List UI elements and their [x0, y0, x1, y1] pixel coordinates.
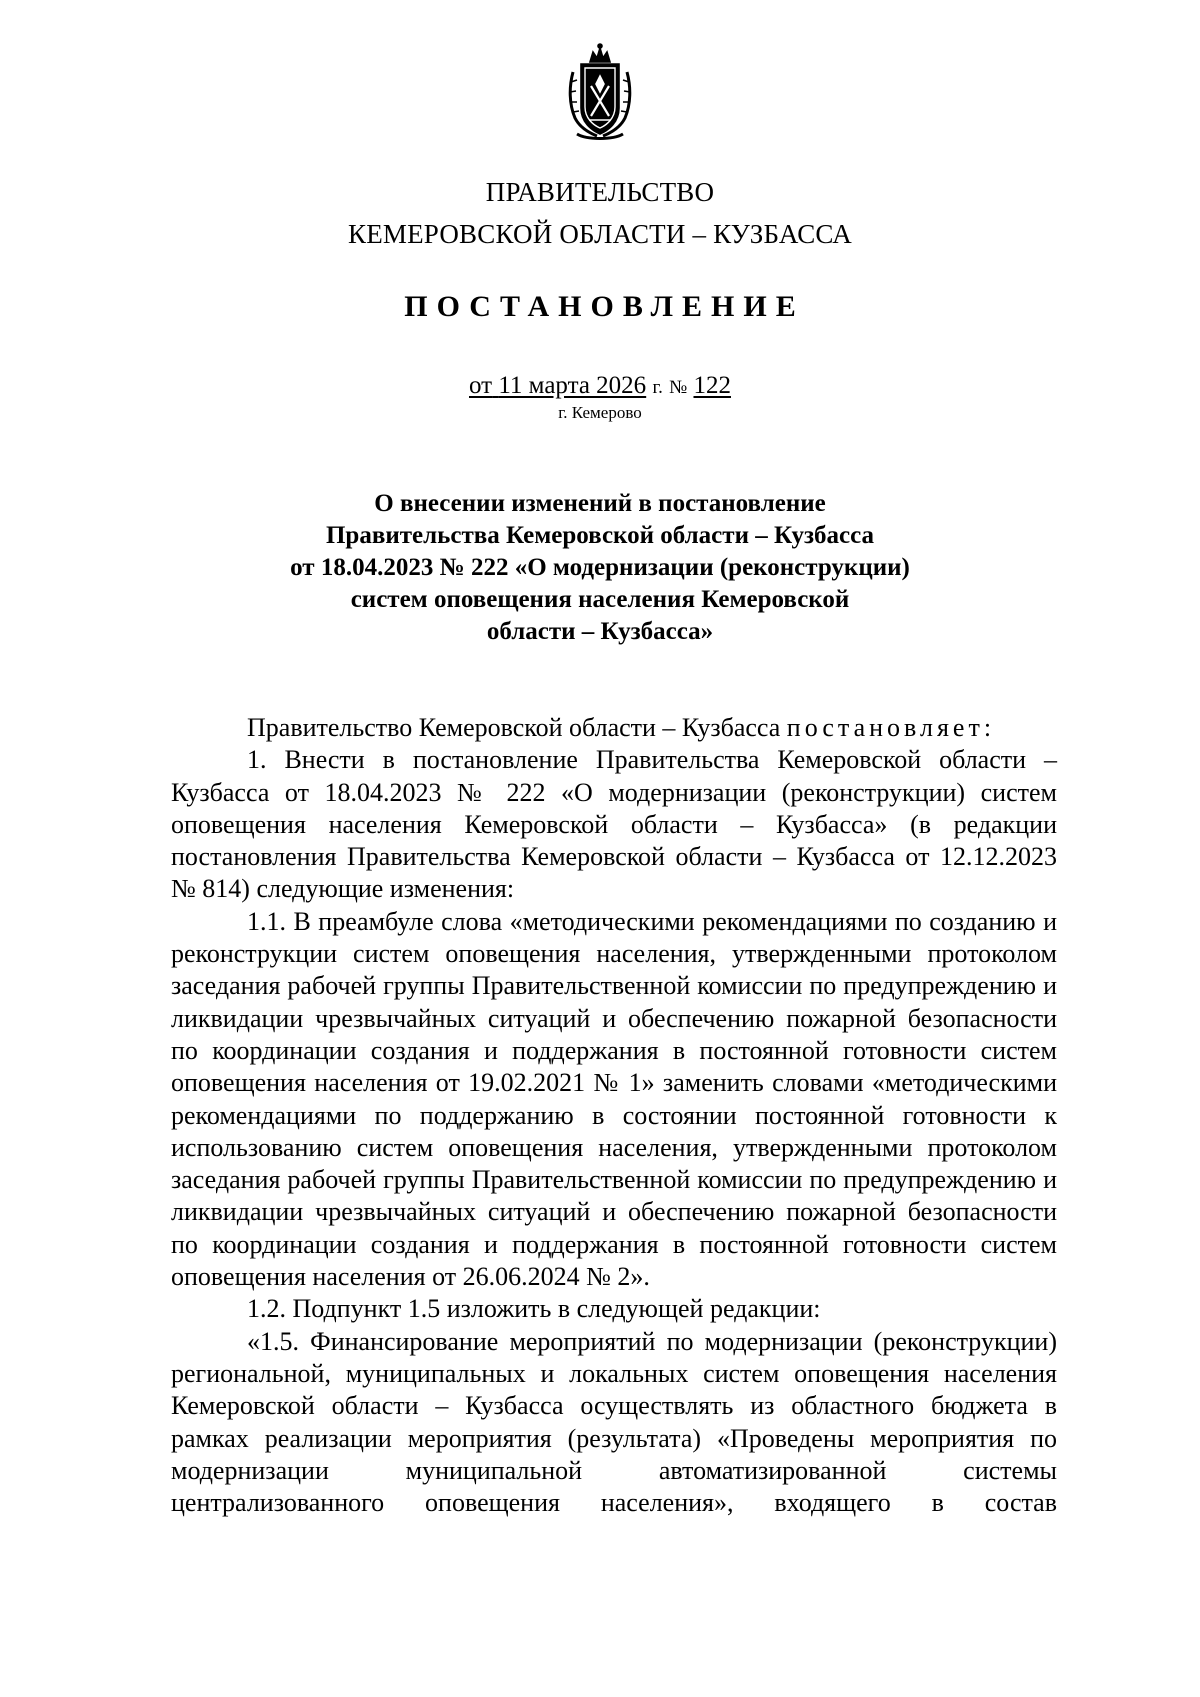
paragraph-1-5: «1.5. Финансирование мероприятий по модернизации (реконструкции) региональной, муниципальных и локальных систем оповещения населения Кемеровской области – Кузбасса осуществлять из областного бюджета в рамках реализации мероприятия (результата) «Проведены мероприятия по модернизации муниципальной автоматизированной системы централизованного оповещения населения», входящего в состав: [171, 1326, 1057, 1518]
intro-paragraph: Правительство Кемеровской области – Кузбасса постановляет:: [247, 713, 992, 742]
resolves-word: постановляет: [786, 713, 984, 742]
document-number: 122: [693, 372, 731, 399]
title-line: области – Кузбасса»: [486, 618, 714, 645]
city-name: г. Кемерово: [558, 403, 642, 422]
title-line: систем оповещения населения Кемеровской: [350, 586, 850, 613]
paragraph-1: 1. Внести в постановление Правительства Кемеровской области – Кузбасса от 18.04.2023 № 222 «О модернизации (реконструкции) систем оповещения населения Кемеровской области – Кузбасса» (в редакции постановления Правительства Кемеровской области – Кузбасса от 12.12.2023 № 814) следующие изменения:: [171, 745, 1057, 904]
government-name-line-2: КЕМЕРОВСКОЙ ОБЛАСТИ – КУЗБАССА: [348, 219, 852, 249]
date-number-line: [0, 370, 1200, 404]
document-type-heading: ПОСТАНОВЛЕНИЕ: [404, 290, 805, 323]
document-date: 11 марта 2026: [498, 372, 647, 399]
paragraph-1-2: 1.2. Подпункт 1.5 изложить в следующей редакции:: [247, 1294, 821, 1324]
title-line: О внесении изменений в постановление: [374, 490, 826, 517]
number-sign: №: [669, 377, 688, 398]
date-prefix: от: [469, 372, 493, 399]
document-title: [200, 488, 1000, 648]
government-name-line-1: ПРАВИТЕЛЬСТВО: [485, 177, 715, 207]
paragraph-1-1: 1.1. В преамбуле слова «методическими рекомендациями по созданию и реконструкции систем оповещения населения, утвержденными протоколом заседания рабочей группы Правительственной комиссии по предупреждению и ликвидации чрезвычайных ситуаций и обеспечению пожарной безопасности по координации создания и поддержания в постоянной готовности систем оповещения населения от 19.02.2021 № 1» заменить словами «методическими рекомендациями по поддержанию в состоянии постоянной готовности к использованию систем оповещения населения, утвержденными протоколом заседания рабочей группы Правительственной комиссии по предупреждению и ликвидации чрезвычайных ситуаций и обеспечению пожарной безопасности по координации создания и поддержания в постоянной готовности систем оповещения населения от 26.06.2024 № 2».: [171, 906, 1057, 1292]
coat-of-arms-icon: [567, 42, 633, 142]
document-body: [171, 712, 1057, 1519]
title-line: от 18.04.2023 № 222 «О модернизации (реконструкции): [290, 554, 910, 581]
year-suffix: г.: [652, 377, 663, 398]
title-line: Правительства Кемеровской области – Кузбасса: [325, 522, 875, 549]
